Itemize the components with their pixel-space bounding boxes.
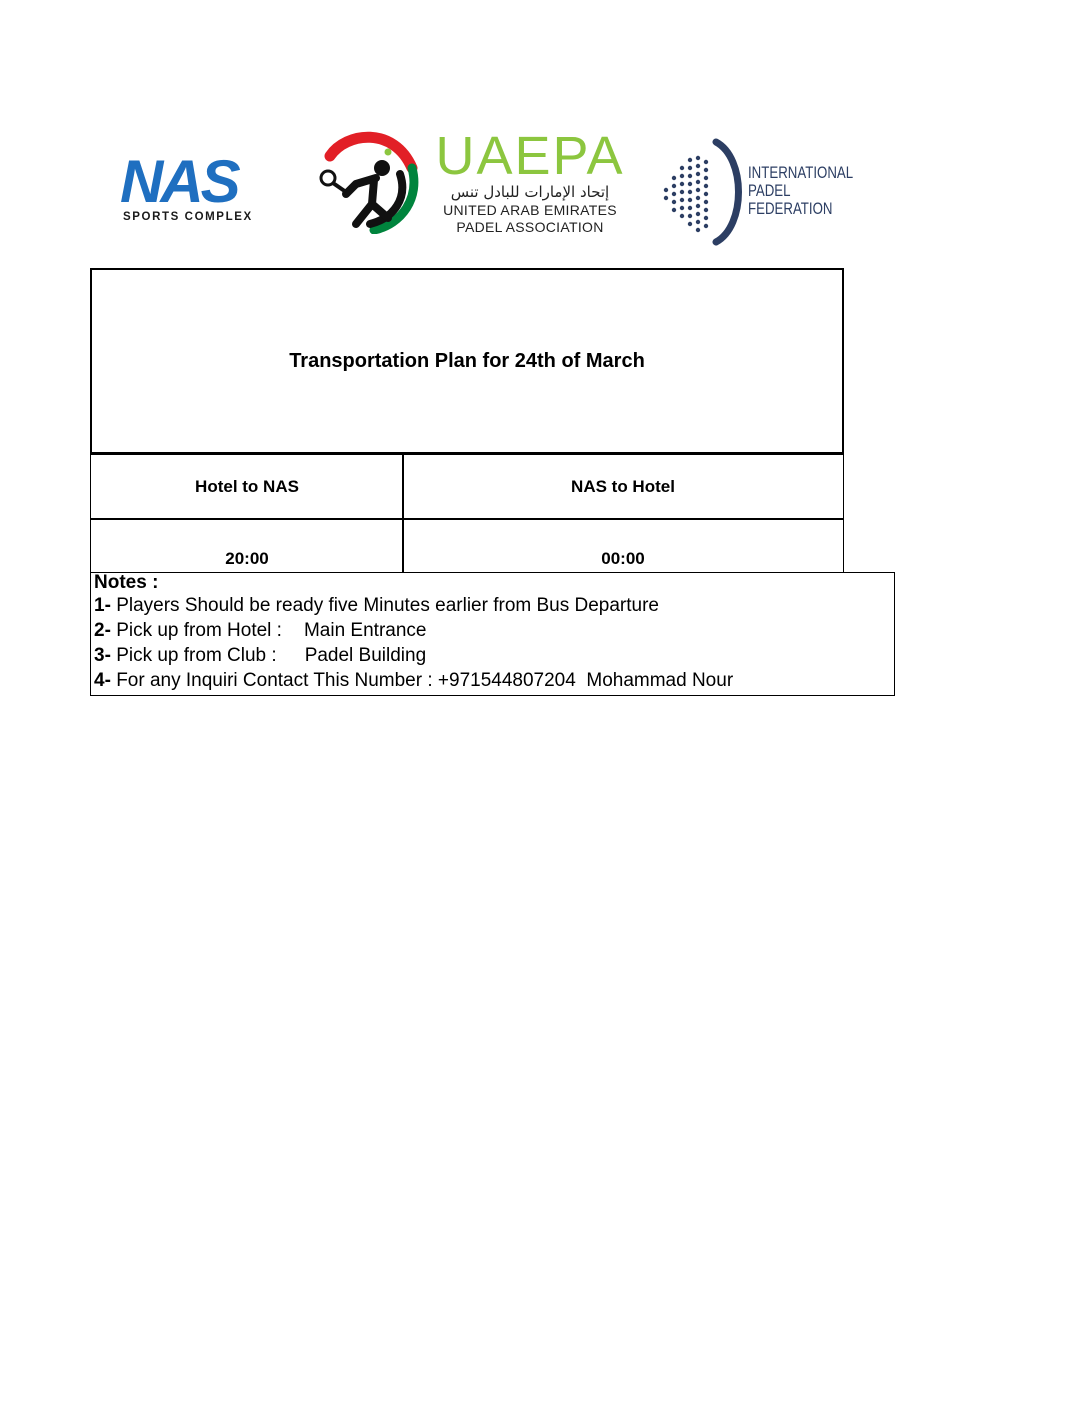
header-hotel-to-nas: Hotel to NAS <box>90 454 404 520</box>
uaepa-abbr: UAEPA <box>435 126 625 186</box>
header-nas-to-hotel: NAS to Hotel <box>402 454 844 520</box>
uaepa-logo <box>432 126 628 236</box>
uaepa-name-line2: PADEL ASSOCIATION <box>456 219 604 235</box>
page-title: Transportation Plan for 24th of March <box>289 349 645 372</box>
uaepa-arabic-name: إتحاد الإمارات للبادل تنس <box>450 183 610 201</box>
notes-box <box>90 572 895 696</box>
note-item: 4- For any Inquiri Contact This Number : +971544807204 Mohammad Nour <box>94 670 734 691</box>
ipf-name: INTERNATIONAL PADEL FEDERATION <box>748 163 854 218</box>
uaepa-name-line1: UNITED ARAB EMIRATES <box>443 202 617 218</box>
note-item: 2- Pick up from Hotel : Main Entrance <box>94 620 427 641</box>
ipf-ball-icon <box>660 138 746 246</box>
note-value: Padel Building <box>304 645 427 666</box>
note-item: 3- Pick up from Club : Padel Building <box>94 645 427 666</box>
nas-logo-subtitle: SPORTS COMPLEX <box>123 211 253 223</box>
international-padel-federation-logo <box>660 138 860 246</box>
nas-sports-complex-logo <box>120 148 298 228</box>
title-box <box>90 268 844 454</box>
nas-logo-word: NAS <box>120 148 238 215</box>
note-item: 1- Players Should be ready five Minutes earlier from Bus Departure <box>94 595 659 616</box>
time-nas-to-hotel: 00:00 <box>402 518 844 574</box>
notes-title: Notes : <box>94 572 159 593</box>
uae-emblem-logo <box>316 128 420 234</box>
note-value: Main Entrance <box>303 620 427 641</box>
time-hotel-to-nas: 20:00 <box>90 518 404 574</box>
emblem-icon <box>316 128 420 234</box>
